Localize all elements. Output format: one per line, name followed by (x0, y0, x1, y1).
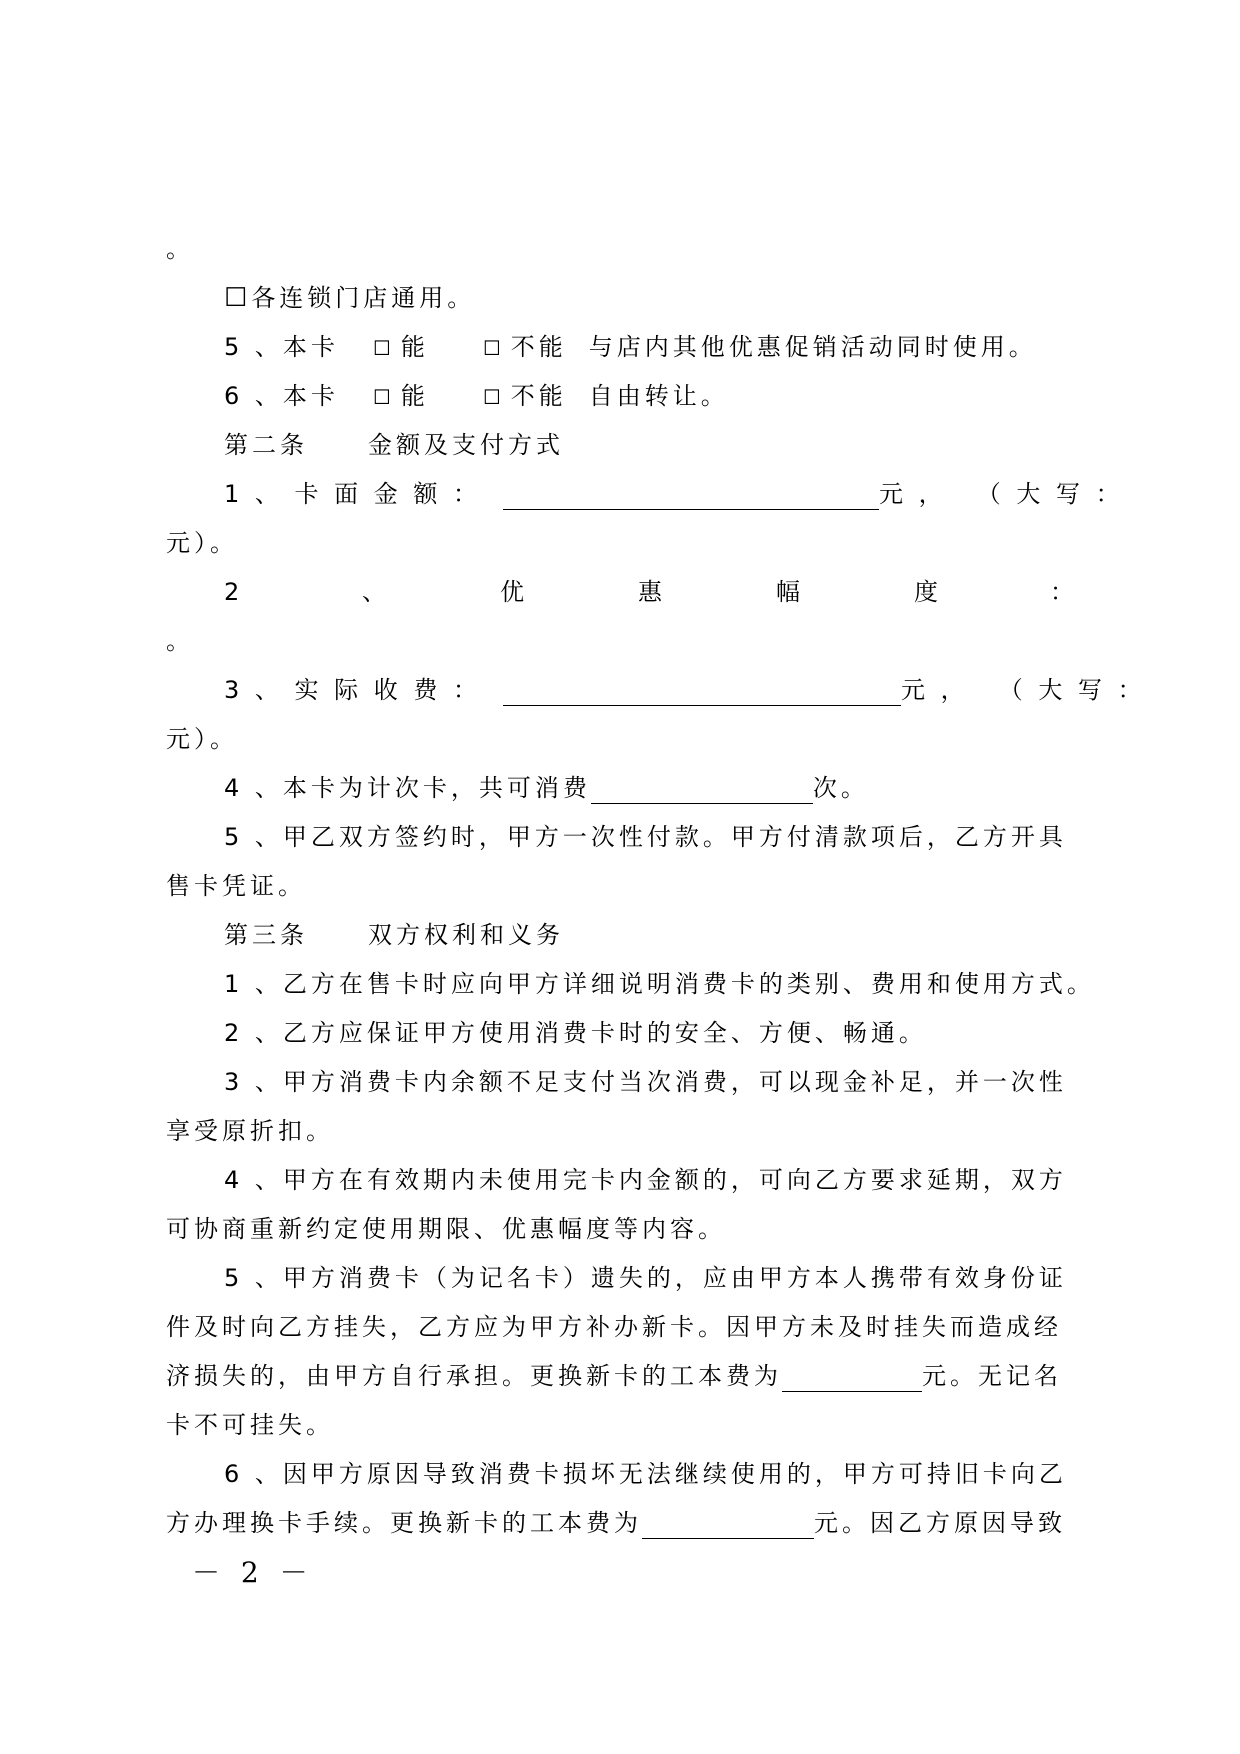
item-text: 4 、本卡为计次卡，共可消费 (224, 774, 591, 802)
clause1-item5-line (224, 332, 1037, 363)
clause-number: 第三条 (224, 921, 308, 949)
clause3-heading (224, 920, 564, 950)
item-text-after: 次。 (812, 774, 869, 802)
justified-char: 惠 (638, 578, 666, 606)
item-text: 自由转让。 (588, 382, 729, 410)
justified-char: ： (1050, 578, 1078, 606)
item-text-after: 元。无记名 (922, 1362, 1062, 1390)
justified-char: 2 (224, 578, 244, 606)
checkbox-icon[interactable]: ☐ (372, 336, 395, 360)
clause2-item1-cont: 元）。 (166, 529, 238, 557)
capital-label: （ 大 写 ： (976, 480, 1124, 508)
clause3-item3-line2: 享受原折扣。 (166, 1117, 334, 1145)
clause3-item4-line1: 4 、甲方在有效期内未使用完卡内金额的，可向乙方要求延期，双方 (224, 1166, 1067, 1194)
item-text: 方办理换卡手续。更换新卡的工本费为 (166, 1509, 642, 1537)
item-prefix: 5 、本卡 (224, 333, 339, 361)
clause3-item3-line1: 3 、甲方消费卡内余额不足支付当次消费，可以现金补足，并一次性 (224, 1068, 1067, 1096)
unit-text: 元 ， (901, 676, 969, 704)
justified-char: 、 (362, 578, 390, 606)
item-label: 1 、 卡 面 金 额 ： (224, 480, 482, 508)
clause3-item5-line1: 5 、甲方消费卡（为记名卡）遗失的，应由甲方本人携带有效身份证 (224, 1264, 1067, 1292)
option-text: 各连锁门店通用。 (251, 284, 476, 312)
clause2-item3-cont: 元）。 (166, 725, 238, 753)
clause3-item5-line3 (166, 1361, 1062, 1392)
checkbox-icon[interactable]: ☐ (482, 385, 505, 409)
option-cannot: 不能 (510, 333, 567, 361)
item-text-after: 元。因乙方原因导致 (814, 1509, 1066, 1537)
item-text: 济损失的，由甲方自行承担。更换新卡的工本费为 (166, 1362, 782, 1390)
actual-fee-blank[interactable] (503, 675, 901, 706)
justified-char: 幅 (776, 578, 804, 606)
unit-text: 元 ， (879, 480, 947, 508)
clause-number: 第二条 (224, 431, 308, 459)
clause2-item5-line2: 售卡凭证。 (166, 872, 306, 900)
justified-char: 优 (500, 578, 528, 606)
clause3-item5-line4: 卡不可挂失。 (166, 1411, 334, 1439)
clause2-item1-line (224, 479, 1124, 510)
checkbox-icon[interactable]: ☐ (224, 283, 252, 313)
clause1-item6-line (224, 381, 729, 412)
option-can: 能 (400, 382, 429, 410)
clause2-item2-cont: 。 (166, 627, 194, 655)
clause3-item4-line2: 可协商重新约定使用期限、优惠幅度等内容。 (166, 1215, 726, 1243)
checkbox-icon[interactable]: ☐ (482, 336, 505, 360)
page-number: － 2 － (192, 1556, 314, 1589)
item-text: 与店内其他优惠促销活动同时使用。 (588, 333, 1037, 361)
clause-title: 金额及支付方式 (368, 431, 564, 459)
clause3-item6-line1: 6 、因甲方原因导致消费卡损坏无法继续使用的，甲方可持旧卡向乙 (224, 1460, 1067, 1488)
clause2-heading (224, 430, 564, 460)
clause2-item5-line1: 5 、甲乙双方签约时，甲方一次性付款。甲方付清款项后，乙方开具 (224, 823, 1067, 851)
clause-title: 双方权利和义务 (368, 921, 564, 949)
clause3-item6-line2 (166, 1508, 1066, 1539)
option-cannot: 不能 (510, 382, 567, 410)
top-mark: 。 (166, 235, 194, 263)
checkbox-icon[interactable]: ☐ (372, 385, 395, 409)
clause3-item1: 1 、乙方在售卡时应向甲方详细说明消费卡的类别、费用和使用方式。 (224, 970, 1095, 998)
clause2-item4-line (224, 773, 869, 804)
capital-label: （ 大 写 ： (998, 676, 1146, 704)
count-blank[interactable] (591, 773, 813, 804)
replacement-fee-blank[interactable] (782, 1361, 922, 1392)
option-can: 能 (400, 333, 429, 361)
item-label: 3 、 实 际 收 费 ： (224, 676, 482, 704)
justified-char: 度 (914, 578, 942, 606)
replacement-fee-blank-2[interactable] (642, 1508, 814, 1539)
item-prefix: 6 、本卡 (224, 382, 339, 410)
clause1-item4-option-line (224, 283, 475, 313)
clause3-item2: 2 、乙方应保证甲方使用消费卡时的安全、方便、畅通。 (224, 1019, 927, 1047)
clause3-item5-line2: 件及时向乙方挂失，乙方应为甲方补办新卡。因甲方未及时挂失而造成经 (166, 1313, 1062, 1341)
clause2-item3-line (224, 675, 1146, 706)
card-amount-blank[interactable] (503, 479, 879, 510)
